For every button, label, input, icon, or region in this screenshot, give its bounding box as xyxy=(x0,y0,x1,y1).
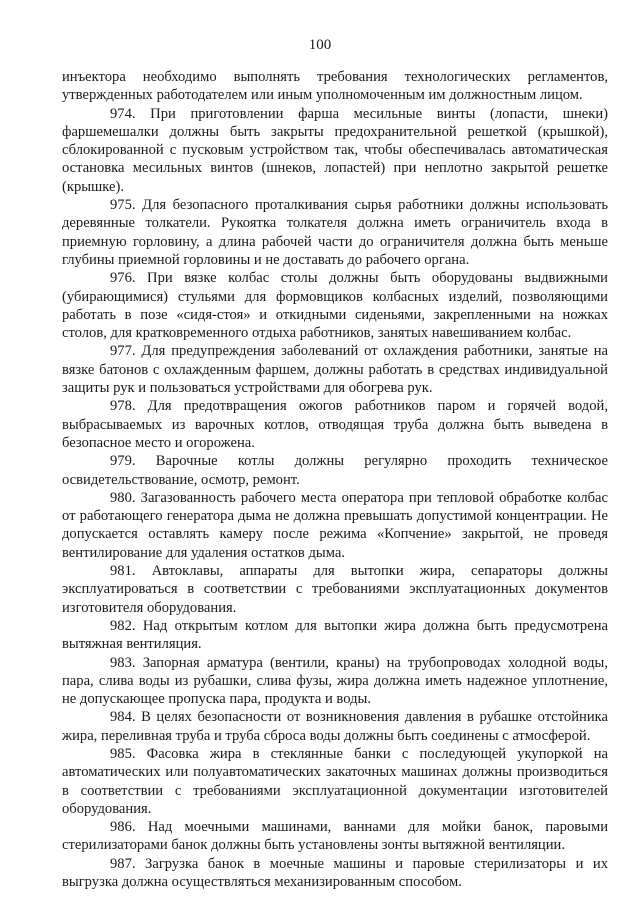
paragraph-980: 980. Загазованность рабочего места оператора при тепловой обработке колбас от работающего генератора дыма не должна превышать допустимой концентрации. Не допускается оставлять камеру после режима «Копчение» закрытой, не проведя вентилирование для удаления остатков дыма. xyxy=(62,489,608,561)
paragraph-974: 974. При приготовлении фарша месильные винты (лопасти, шнеки) фаршемешалки должны быть закрыты предохранительной решеткой (крышкой), сблокированной с пусковым устройством так, чтобы обеспечивалась автоматическая остановка месильных винтов (шнеков, лопастей) при неплотно закрытой решетке (крышке). xyxy=(62,105,608,195)
paragraph-979: 979. Варочные котлы должны регулярно проходить техническое освидетельствование, осмотр, ремонт. xyxy=(62,453,608,488)
paragraph-978: 978. Для предотвращения ожогов работников паром и горячей водой, выбрасываемых из варочных котлов, отводящая труба должна быть выведена в безопасное место и огорожена. xyxy=(62,398,608,451)
paragraph-977: 977. Для предупреждения заболеваний от охлаждения работники, занятые на вязке батонов с охлажденным фаршем, должны работать в средствах индивидуальной защиты рук и пользоваться устройствами для обогрева рук. xyxy=(62,343,608,397)
paragraph-976: 976. При вязке колбас столы должны быть оборудованы выдвижными (убирающимися) стульями для формовщиков колбасных изделий, позволяющими работать в позе «сидя-стоя» и откидными сиденьями, закрепленными на ножках столов, для кратковременного отдыха работников, занятых навешиванием колбас. xyxy=(62,270,608,342)
paragraph-983: 983. Запорная арматура (вентили, краны) на трубопроводах холодной воды, пара, слива воды из рубашки, слива фузы, жира должна иметь надежное уплотнение, не допускающее пропуска пара, продукта и воды. xyxy=(62,654,608,708)
paragraph-987: 987. Загрузка банок в моечные машины и паровые стерилизаторы и их выгрузка должна осуществляться механизированным способом. xyxy=(62,855,608,891)
paragraph-984: 984. В целях безопасности от возникновения давления в рубашке отстойника жира, переливная труба и труба сброса воды должны быть соединены с атмосферой. xyxy=(62,709,608,744)
paragraph-986: 986. Над моечными машинами, ваннами для мойки банок, паровыми стерилизаторами банок должны быть установлены зонты вытяжной вентиляции. xyxy=(62,819,608,854)
paragraph-982: 982. Над открытым котлом для вытопки жира должна быть предусмотрена вытяжная вентиляция. xyxy=(62,617,608,653)
paragraph-985: 985. Фасовка жира в стеклянные банки с последующей укупоркой на автоматических или полуавтоматических закаточных машинах должны производиться в соответствии с требованиями эксплуатационной документации изготовителей оборудования. xyxy=(62,745,608,817)
paragraph-981: 981. Автоклавы, аппараты для вытопки жира, сепараторы должны эксплуатироваться в соответствии с требованиями эксплуатационных документов изготовителя оборудования. xyxy=(62,563,608,616)
paragraph-continuation: инъектора необходимо выполнять требования технологических регламентов, утвержденных работодателем или иным уполномоченным им должностным лицом. xyxy=(62,69,608,104)
document-body xyxy=(62,68,608,891)
paragraph-975: 975. Для безопасного проталкивания сырья работники должны использовать деревянные толкатели. Рукоятка толкателя должна иметь ограничитель входа в приемную горловину, а длина рабочей части до ограничителя должна быть меньше глубины приемной горловины и не доставать до рабочего органа. xyxy=(62,197,608,268)
page-number: 100 xyxy=(308,37,332,53)
